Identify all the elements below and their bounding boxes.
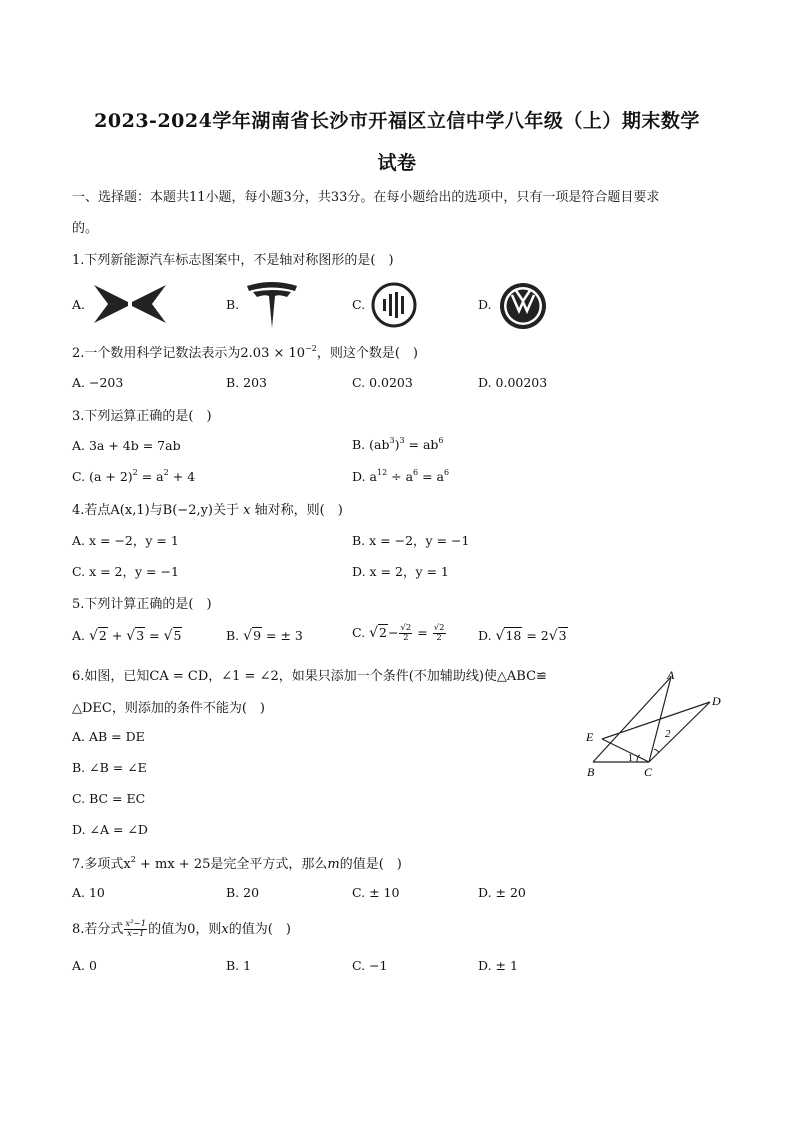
q5-c-num2: √2 [433,623,445,633]
q2-sci-exponent: −2 [305,344,317,353]
q5-stem: 5.下列计算正确的是( ) [72,597,212,612]
q8-stem-tail: 的值为( ) [228,922,291,937]
q2-sci-base: 2.03 × 10 [240,346,306,361]
q2-stem-tail: ，则这个数是( ) [316,346,419,361]
q3-d-text: D. a [352,469,377,484]
tesla-logo-icon [245,280,299,330]
q6-option-b: B. ∠B = ∠E [72,760,147,775]
q5-a-radicand3: 5 [173,628,182,643]
q5-b-label: B. [226,628,240,643]
q3-d-post: = a [418,469,445,484]
sqrt-icon: √2 [369,625,387,641]
xpeng-logo-icon [92,283,168,325]
q7-stem-var: m [327,857,340,872]
q3-option-c [72,468,195,484]
point-b-label: B [587,765,595,779]
q4-option-c: C. x = 2，y = −1 [72,564,179,579]
q5-option-d [478,628,568,644]
section-heading-line2: 的。 [72,221,99,236]
q7-option-a: A. 10 [72,885,105,900]
q7-stem-text: 7.多项式x [72,857,131,872]
q2-option-a: A. −203 [72,375,124,390]
q3-b-exp2: 3 [399,436,405,445]
q5-d-eq: = 2 [522,628,549,643]
q7-stem-exp: 2 [130,855,136,864]
q5-option-b [226,628,303,644]
triangle-diagram [580,665,730,783]
sqrt-icon: √9 [243,628,262,644]
exam-title-line1: 2023-2024学年湖南省长沙市开福区立信中学八年级（上）期末数学 [94,110,700,132]
q8-option-b: B. 1 [226,958,252,973]
q8-frac-den: x−1 [127,929,145,939]
point-d-label: D [712,694,721,708]
q5-a-radicand2: 3 [136,628,145,643]
q5-a-plus: + [107,628,127,643]
q3-stem: 3.下列运算正确的是( ) [72,409,212,424]
q7-option-b: B. 20 [226,885,260,900]
q4-stem-tail: 轴对称，则( ) [250,503,343,518]
q5-option-c [352,624,447,643]
point-a-label: A [667,668,675,682]
q3-d-exp3: 6 [444,468,450,477]
q3-c-text: C. (a + 2) [72,469,133,484]
q4-stem-text: 4.若点A(x,1)与B(−2,y)关于 [72,503,244,518]
q5-a-radicand1: 2 [98,628,107,643]
q5-c-fraction1 [399,624,412,643]
q5-c-num1: √2 [400,623,412,633]
q5-c-radicand: 2 [379,625,387,640]
volkswagen-logo-icon [498,281,548,331]
q3-c-exp1: 2 [132,468,138,477]
q2-option-c: C. 0.0203 [352,375,413,390]
point-c-label: C [644,765,653,779]
q8-stem [72,918,291,939]
q6-option-d: D. ∠A = ∠D [72,822,148,837]
q1-option-c-label: C. [352,297,366,312]
q5-c-eq: = [413,625,432,640]
q7-option-c: C. ± 10 [352,885,400,900]
sqrt-icon: √3 [548,628,567,644]
q8-option-a: A. 0 [72,958,97,973]
q3-c-mid: = a [137,469,164,484]
q8-fraction [124,920,147,939]
q6-stem-line1: 6.如图，已知CA = CD，∠1 = ∠2，如果只添加一个条件(不加辅助线)使△ABC≌ [72,669,547,684]
q6-option-c: C. BC = EC [72,791,146,806]
q8-stem-mid: 的值为0，则 [148,922,222,937]
q1-option-d-label: D. [478,297,492,312]
q3-b-exp3: 6 [438,436,444,445]
q2-option-d: D. 0.00203 [478,375,548,390]
q5-c-den2: 2 [436,633,442,643]
q4-stem-var: x [243,503,251,518]
q3-c-post: + 4 [168,469,196,484]
q5-c-den1: 2 [403,633,409,643]
q3-option-b [352,436,444,452]
q4-option-d: D. x = 2，y = 1 [352,564,449,579]
sqrt-icon: √3 [126,628,145,644]
exam-title-line2: 试卷 [377,152,417,174]
q3-c-exp2: 2 [163,468,169,477]
section-heading-line1: 一、选择题：本题共11小题，每小题3分，共33分。在每小题给出的选项中，只有一项是符合题目要求 [72,190,660,205]
q3-b-post: = ab [404,437,439,452]
q2-option-b: B. 203 [226,375,267,390]
q8-frac-num: x²−1 [125,919,147,929]
q4-stem [72,499,343,518]
q7-stem-mid: + mx + 25是完全平方式，那么 [135,857,328,872]
q3-d-exp2: 6 [413,468,419,477]
q5-b-post: = ± 3 [262,628,303,643]
q5-d-label: D. [478,628,492,643]
q1-stem: 1.下列新能源汽车标志图案中，不是轴对称图形的是( ) [72,253,394,268]
q7-stem-tail: 的值是( ) [339,857,402,872]
q5-c-fraction2 [433,624,446,643]
q5-d-radicand1: 18 [505,628,522,643]
angle-2-label: 2 [665,728,671,740]
q6-stem-line2: △DEC，则添加的条件不能为( ) [72,701,266,716]
q5-d-radicand2: 3 [558,628,567,643]
q7-option-d: D. ± 20 [478,885,526,900]
q4-option-b: B. x = −2，y = −1 [352,533,470,548]
q3-d-mid: ÷ a [387,469,414,484]
q3-d-exp1: 12 [376,468,388,477]
q7-stem [72,853,402,872]
q5-b-radicand: 9 [253,628,262,643]
q3-option-d [352,468,449,484]
sqrt-icon: √18 [495,628,522,644]
q5-c-label: C. [352,625,366,640]
q3-option-a: A. 3a + 4b = 7ab [72,438,181,453]
q1-option-b-label: B. [226,297,240,312]
q5-a-label: A. [72,628,86,643]
q4-option-a: A. x = −2，y = 1 [72,533,179,548]
q5-option-a [72,628,182,644]
q5-c-minus: − [387,625,399,640]
sqrt-icon: √2 [89,628,107,644]
q3-b-exp1: 3 [389,436,395,445]
q8-stem-var: x [221,922,229,937]
q8-stem-text: 8.若分式 [72,922,124,937]
q1-option-a-label: A. [72,297,86,312]
sqrt-icon: √5 [163,628,182,644]
q3-b-mid: ) [394,437,400,452]
q6-option-a: A. AB = DE [72,729,145,744]
point-e-label: E [586,730,594,744]
q5-a-eq: = [145,628,164,643]
q8-option-c: C. −1 [352,958,388,973]
q3-b-text: B. (ab [352,437,390,452]
q8-option-d: D. ± 1 [478,958,518,973]
q2-stem [72,342,418,361]
angle-1-label: 1 [628,753,633,764]
q2-stem-text: 2.一个数用科学记数法表示为 [72,346,241,361]
bars-circle-logo-icon [370,281,418,329]
